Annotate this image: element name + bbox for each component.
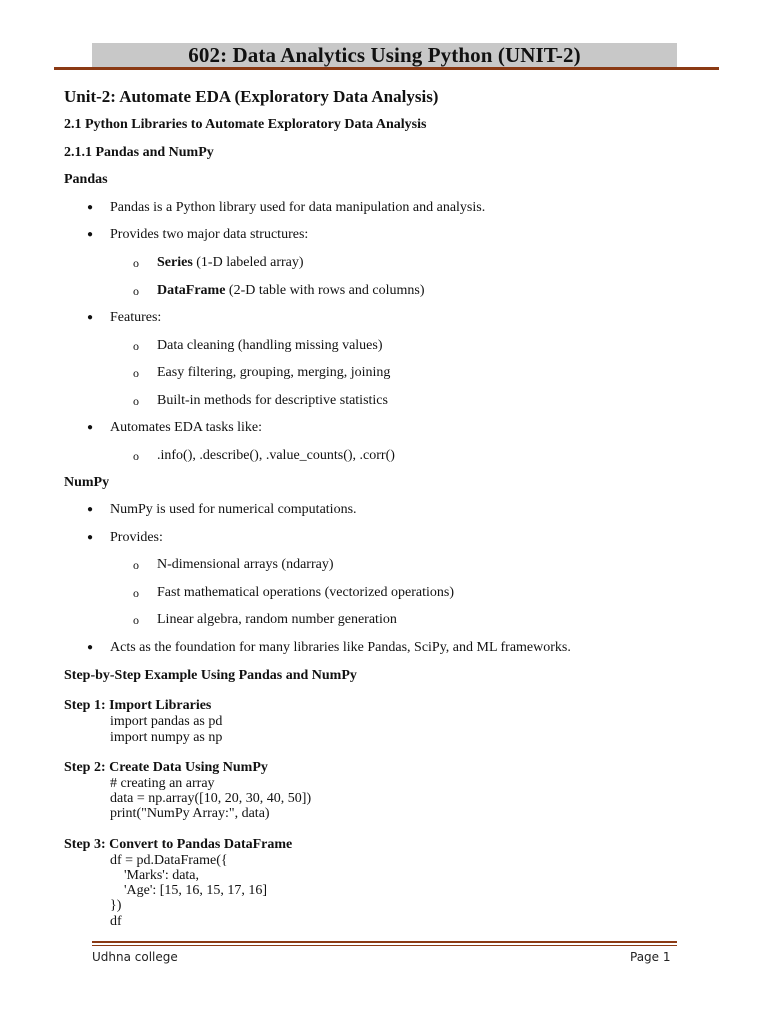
step-2-title: Step 2: Create Data Using NumPy (64, 760, 268, 775)
step-3-title: Step 3: Convert to Pandas DataFrame (64, 837, 293, 852)
code-line: import numpy as np (110, 730, 223, 745)
bullet-icon: ● (87, 229, 94, 240)
bullet-icon: ● (87, 642, 94, 653)
pandas-feature-2: Easy filtering, grouping, merging, joining (157, 365, 391, 380)
series-desc: (1-D labeled array) (192, 255, 304, 270)
pandas-sub-dataframe (157, 283, 425, 299)
pandas-eda-methods: .info(), .describe(), .value_counts(), .corr() (157, 448, 395, 463)
sub-bullet-icon: o (133, 394, 139, 408)
sub-bullet-icon: o (133, 339, 139, 353)
dataframe-desc: (2-D table with rows and columns) (225, 283, 425, 298)
footer-divider (92, 941, 677, 943)
unit-heading: Unit-2: Automate EDA (Exploratory Data Analysis) (64, 87, 439, 106)
bullet-icon: ● (87, 312, 94, 323)
pandas-bullet-2: Provides two major data structures: (110, 227, 309, 242)
sub-bullet-icon: o (133, 284, 139, 298)
code-line: import pandas as pd (110, 714, 223, 729)
code-line: data = np.array([10, 20, 30, 40, 50]) (110, 791, 312, 806)
pandas-bullet-3: Features: (110, 310, 162, 325)
numpy-provides-2: Fast mathematical operations (vectorized operations) (157, 585, 455, 600)
section-heading-2-1-1: 2.1.1 Pandas and NumPy (64, 145, 214, 160)
sub-bullet-icon: o (133, 449, 139, 463)
pandas-feature-3: Built-in methods for descriptive statistics (157, 393, 388, 408)
numpy-bullet-2: Provides: (110, 530, 163, 545)
code-line: }) (110, 898, 122, 913)
sub-bullet-icon: o (133, 586, 139, 600)
footer-page-number: Page 1 (630, 950, 671, 964)
section-heading-2-1: 2.1 Python Libraries to Automate Exploratory Data Analysis (64, 117, 427, 132)
numpy-provides-1: N-dimensional arrays (ndarray) (157, 557, 334, 572)
page-title: 602: Data Analytics Using Python (UNIT-2) (188, 43, 581, 67)
footer-college: Udhna college (92, 950, 178, 964)
numpy-bullet-1: NumPy is used for numerical computations. (110, 502, 357, 517)
bullet-icon: ● (87, 532, 94, 543)
sub-bullet-icon: o (133, 613, 139, 627)
sub-bullet-icon: o (133, 366, 139, 380)
sub-bullet-icon: o (133, 558, 139, 572)
step-1-title: Step 1: Import Libraries (64, 698, 212, 713)
pandas-heading: Pandas (64, 172, 108, 187)
header-divider (54, 67, 719, 70)
footer-divider-thin (92, 945, 677, 946)
example-heading: Step-by-Step Example Using Pandas and NumPy (64, 668, 357, 683)
numpy-bullet-3: Acts as the foundation for many libraries like Pandas, SciPy, and ML frameworks. (110, 640, 571, 655)
code-line: df = pd.DataFrame({ (110, 853, 228, 868)
pandas-bullet-1: Pandas is a Python library used for data manipulation and analysis. (110, 200, 486, 215)
bullet-icon: ● (87, 504, 94, 515)
code-line: 'Age': [15, 16, 15, 17, 16] (124, 883, 268, 898)
code-line: df (110, 914, 122, 929)
bullet-icon: ● (87, 202, 94, 213)
numpy-heading: NumPy (64, 475, 110, 490)
series-term: Series (157, 255, 193, 270)
bullet-icon: ● (87, 422, 94, 433)
dataframe-term: DataFrame (157, 283, 226, 298)
code-line: 'Marks': data, (124, 868, 200, 883)
pandas-sub-series (157, 255, 304, 271)
code-line: print("NumPy Array:", data) (110, 806, 270, 821)
code-line: # creating an array (110, 776, 215, 791)
sub-bullet-icon: o (133, 256, 139, 270)
pandas-bullet-4: Automates EDA tasks like: (110, 420, 263, 435)
pandas-feature-1: Data cleaning (handling missing values) (157, 338, 383, 353)
numpy-provides-3: Linear algebra, random number generation (157, 612, 397, 627)
